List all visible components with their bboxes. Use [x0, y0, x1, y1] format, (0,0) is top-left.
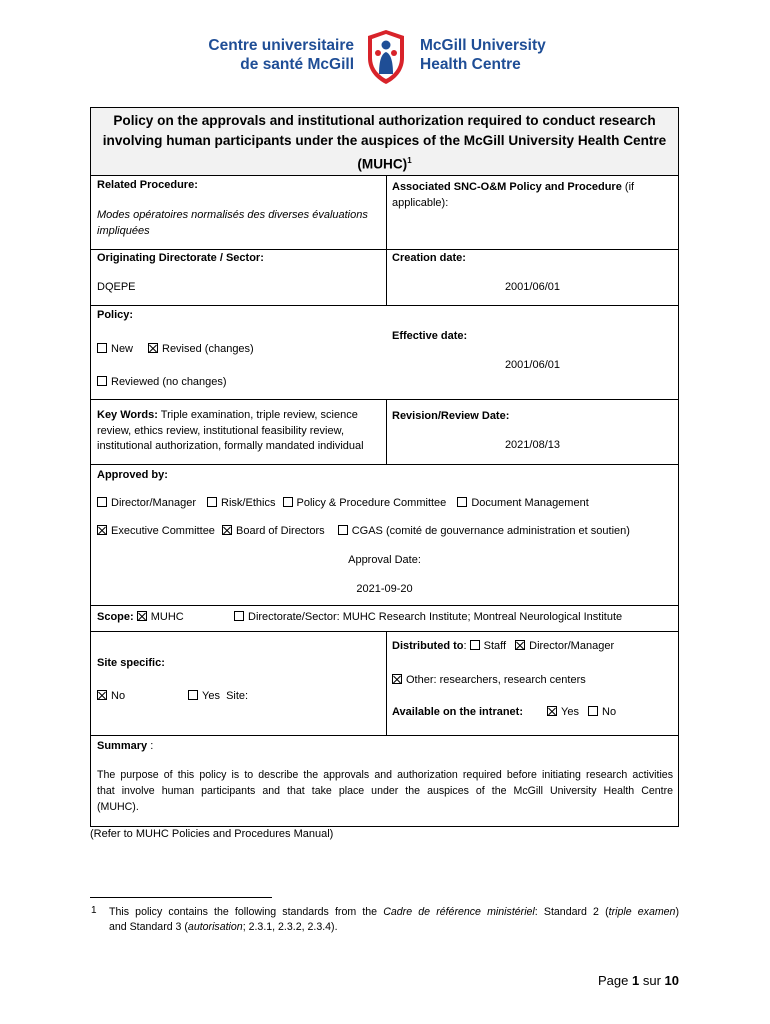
creation-date-label: Creation date: — [392, 252, 466, 264]
scope-label: Scope: — [97, 611, 134, 623]
creation-date-value: 2001/06/01 — [504, 281, 560, 293]
board-of-directors-label: Board of Directors — [236, 525, 325, 537]
policy-reviewed-option — [97, 376, 227, 388]
title-line1: Policy on the approvals and institutional authorization required to conduct research — [113, 113, 656, 128]
grid-line — [386, 175, 387, 305]
footnote-l1b: Cadre de référence ministériel — [383, 906, 535, 918]
associated-suffix2: applicable): — [392, 197, 449, 209]
grid-line — [90, 107, 91, 827]
summary-colon: : — [147, 740, 154, 752]
site-yes-option — [188, 690, 248, 702]
site-no-label: No — [111, 690, 126, 702]
originating-label: Originating Directorate / Sector: — [97, 252, 264, 264]
site-yes-label: Yes — [202, 690, 220, 702]
policy-title — [91, 111, 678, 175]
page-current: 1 — [632, 973, 640, 988]
director-manager-checkbox[interactable] — [97, 497, 107, 507]
document-management-label: Document Management — [471, 497, 589, 509]
grid-line — [678, 107, 679, 827]
keywords-block — [97, 408, 377, 455]
policy-new-label: New — [111, 343, 134, 355]
logo-en-line2: Health Centre — [420, 56, 521, 73]
intranet-options — [547, 706, 616, 718]
associated-policy — [392, 179, 634, 211]
associated-suffix1: (if — [621, 181, 635, 193]
summary-line3: (MUHC). — [97, 801, 139, 813]
cgas-label: CGAS (comité de gouvernance administration et soutien) — [351, 525, 630, 537]
keywords-line1: Triple examination, triple review, science — [157, 409, 358, 421]
grid-line — [90, 249, 679, 250]
grid-line — [90, 826, 679, 827]
distributed-label: Distributed to — [392, 640, 464, 652]
new-checkbox[interactable] — [97, 343, 107, 353]
cgas-checkbox[interactable] — [338, 525, 348, 535]
footnote-l2a: and Standard 3 ( — [109, 921, 188, 933]
summary-text — [97, 767, 673, 815]
logo-text-fr — [206, 36, 354, 74]
footnote-line2 — [109, 920, 679, 935]
footnote-number: 1 — [91, 905, 97, 916]
document-management-checkbox[interactable] — [457, 497, 467, 507]
site-no-checkbox[interactable] — [97, 690, 107, 700]
page-total: 10 — [664, 973, 679, 988]
footnote-text — [109, 905, 679, 935]
footnote-l1e: ) — [675, 906, 679, 918]
revision-date-value: 2021/08/13 — [504, 439, 560, 451]
title-line2: involving human participants under the auspices of the McGill University Health Centre — [102, 133, 667, 148]
summary-label: Summary — [97, 740, 148, 752]
muhc-logo-icon — [364, 28, 408, 89]
directorate-scope-checkbox[interactable] — [234, 611, 244, 621]
revision-date-label: Revision/Review Date: — [392, 410, 510, 422]
site-yes-checkbox[interactable] — [188, 690, 198, 700]
page-prefix: Page — [598, 973, 632, 988]
site-no-option — [97, 690, 125, 702]
logo-en-line1: McGill University — [420, 37, 546, 54]
site-label: Site: — [226, 690, 249, 702]
intranet-no-label: No — [602, 706, 617, 718]
grid-line — [90, 464, 679, 465]
policy-new-option — [97, 343, 133, 355]
distributed-director-label: Director/Manager — [529, 640, 615, 652]
footnote-l1d: triple examen — [608, 906, 676, 918]
policy-label: Policy: — [97, 309, 134, 321]
page-middle: sur — [639, 973, 665, 988]
summary-line2: that involve human participants and that take place under the auspices of the McGill University Health Centre — [97, 785, 673, 797]
associated-label: Associated SNC-O&M Policy and Procedure — [392, 181, 622, 193]
intranet-yes-checkbox[interactable] — [547, 706, 557, 716]
footnote-l2c: ; 2.3.1, 2.3.2, 2.3.4). — [242, 921, 338, 933]
keywords-line2: review, ethics review, institutional feasibility review, — [97, 424, 344, 437]
grid-line — [90, 605, 679, 606]
other-checkbox[interactable] — [392, 674, 402, 684]
reviewed-checkbox[interactable] — [97, 376, 107, 386]
other-label: Other: researchers, research centers — [406, 674, 586, 686]
approved-by-row1 — [97, 497, 589, 509]
grid-line — [90, 305, 679, 306]
directorate-scope-label: Directorate/Sector: MUHC Research Institute; Montreal Neurological Institute — [248, 611, 623, 623]
other-distribution — [392, 674, 586, 686]
intranet-no-checkbox[interactable] — [588, 706, 598, 716]
distributed-colon: : — [463, 640, 467, 652]
executive-committee-label: Executive Committee — [111, 525, 215, 537]
board-of-directors-checkbox[interactable] — [222, 525, 232, 535]
keywords-line3: institutional authorization, formally mandated individual — [97, 440, 364, 452]
originating-value: DQEPE — [97, 281, 136, 293]
risk-ethics-checkbox[interactable] — [207, 497, 217, 507]
footnote-l1c: : Standard 2 ( — [534, 906, 609, 918]
effective-date-value: 2001/06/01 — [504, 359, 560, 371]
revised-checkbox[interactable] — [148, 343, 158, 353]
scope-row — [97, 611, 184, 623]
footnote-line1 — [109, 905, 679, 920]
director-manager-label: Director/Manager — [111, 497, 196, 509]
risk-ethics-label: Risk/Ethics — [221, 497, 276, 509]
effective-date-label: Effective date: — [392, 330, 468, 342]
distributed-director-checkbox[interactable] — [515, 640, 525, 650]
distributed-row — [392, 640, 614, 652]
policy-reviewed-label: Reviewed (no changes) — [111, 376, 227, 388]
approval-date-label: Approval Date: — [348, 554, 421, 566]
directorate-scope — [234, 611, 622, 623]
grid-line — [386, 399, 387, 464]
policy-committee-checkbox[interactable] — [283, 497, 293, 507]
grid-line — [90, 399, 679, 400]
keywords-label: Key Words: — [97, 409, 158, 421]
related-procedure-line2: impliquées — [97, 225, 150, 237]
approval-date-value: 2021-09-20 — [356, 583, 413, 595]
related-procedure-label: Related Procedure: — [97, 179, 198, 191]
related-procedure-value — [97, 207, 368, 239]
staff-checkbox[interactable] — [470, 640, 480, 650]
policy-revised-option — [148, 343, 254, 355]
grid-line — [90, 735, 679, 736]
related-procedure-line1: Modes opératoires normalisés des diverses évaluations — [97, 209, 368, 221]
policy-revised-label: Revised (changes) — [162, 343, 254, 355]
logo-text-en — [420, 36, 546, 74]
refer-note: (Refer to MUHC Policies and Procedures Manual) — [90, 828, 334, 840]
muhc-scope-checkbox[interactable] — [137, 611, 147, 621]
footnote-separator — [90, 897, 272, 898]
title-line3: (MUHC) — [357, 156, 408, 172]
approved-by-label: Approved by: — [97, 469, 168, 481]
site-specific-label: Site specific: — [97, 657, 165, 669]
intranet-label: Available on the intranet: — [392, 706, 524, 718]
logo-fr-line1: Centre universitaire — [208, 37, 354, 54]
executive-committee-checkbox[interactable] — [97, 525, 107, 535]
footnote-l2b: autorisation — [187, 921, 243, 933]
grid-line — [386, 631, 387, 735]
grid-line — [90, 107, 679, 108]
policy-committee-label: Policy & Procedure Committee — [296, 497, 447, 509]
footnote-l1a: This policy contains the following standards from the — [109, 906, 384, 918]
staff-label: Staff — [483, 640, 507, 652]
muhc-scope-label: MUHC — [150, 611, 184, 623]
title-footnote-mark: 1 — [407, 156, 412, 165]
grid-line — [90, 631, 679, 632]
approved-by-row2 — [97, 525, 630, 537]
logo-fr-line2: de santé McGill — [240, 56, 354, 73]
page-number — [598, 973, 679, 988]
grid-line — [90, 175, 679, 176]
intranet-yes-label: Yes — [561, 706, 579, 718]
summary-heading — [97, 740, 153, 752]
summary-line1: The purpose of this policy is to describe the approvals and authorization required before initiating research activities — [97, 769, 673, 781]
